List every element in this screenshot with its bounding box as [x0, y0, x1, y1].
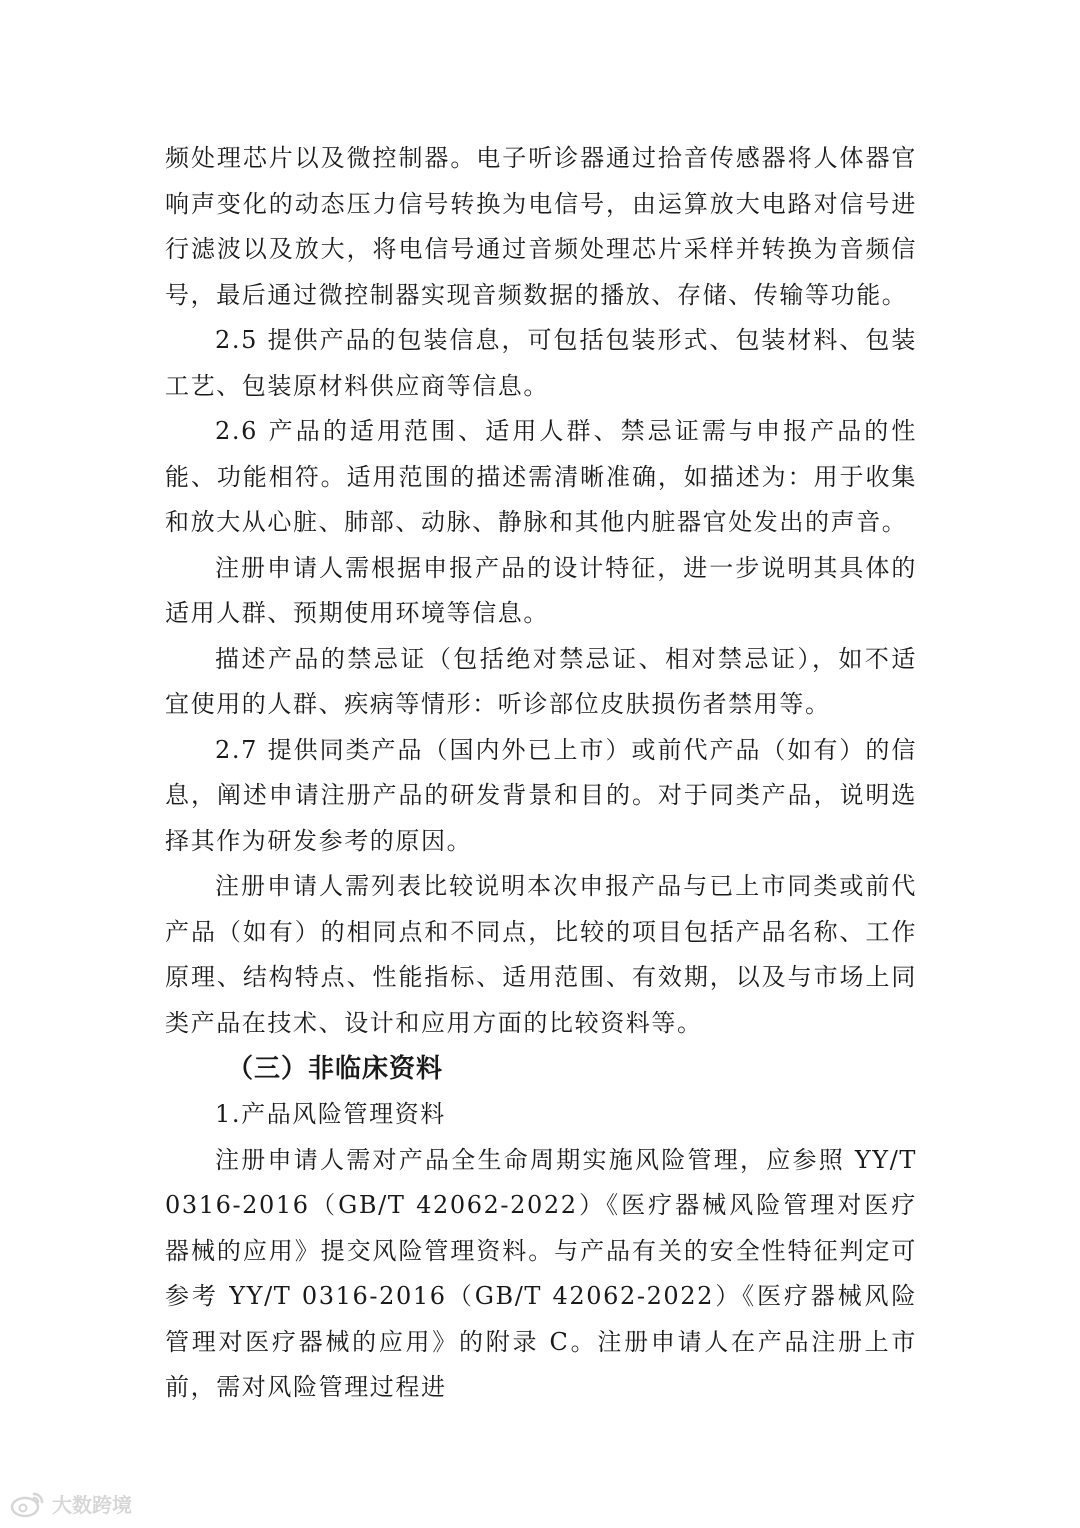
document-page — [165, 136, 917, 1411]
paragraph-risk-management: 注册申请人需对产品全生命周期实施风险管理，应参照 YY/T 0316-2016（GB/T 42062-2022）《医疗器械风险管理对医疗器械的应用》提交风险管理资料。与产品有关的安全性特征判定可参考 YY/T 0316-2016（GB/T 42062-2022）《医疗器械风险管理对医疗器械的应用》的附录 C。注册申请人在产品注册上市前，需对风险管理过程进 — [165, 1145, 917, 1401]
paragraph-2-7-similar-products: 2.7 提供同类产品（国内外已上市）或前代产品（如有）的信息，阐述申请注册产品的研发背景和目的。对于同类产品，说明选择其作为研发参考的原因。 — [165, 735, 917, 855]
paragraph-continuation: 频处理芯片以及微控制器。电子听诊器通过拾音传感器将人体器官响声变化的动态压力信号转换为电信号，由运算放大电路对信号进行滤波以及放大，将电信号通过音频处理芯片采样并转换为音频信号，最后通过微控制器实现音频数据的播放、存储、传输等功能。 — [165, 144, 917, 309]
section-heading-nonclinical: （三）非临床资料 — [227, 1054, 444, 1084]
paragraph-2-5-packaging: 2.5 提供产品的包装信息，可包括包装形式、包装材料、包装工艺、包装原材料供应商等信息。 — [165, 326, 917, 400]
paragraph-2-6-scope: 2.6 产品的适用范围、适用人群、禁忌证需与申报产品的性能、功能相符。适用范围的描述需清晰准确，如描述为：用于收集和放大从心脏、肺部、动脉、静脉和其他内脏器官处发出的声音。 — [165, 417, 917, 536]
watermark — [10, 1489, 132, 1518]
paragraph-applicable-population: 注册申请人需根据申报产品的设计特征，进一步说明其具体的适用人群、预期使用环境等信息。 — [165, 553, 917, 627]
paragraph-risk-management-title: 1.产品风险管理资料 — [215, 1100, 446, 1128]
paragraph-contraindications: 描述产品的禁忌证（包括绝对禁忌证、相对禁忌证），如不适宜使用的人群、疾病等情形：听诊部位皮肤损伤者禁用等。 — [165, 644, 917, 718]
paragraph-comparison: 注册申请人需列表比较说明本次申报产品与已上市同类或前代产品（如有）的相同点和不同点，比较的项目包括产品名称、工作原理、结构特点、性能指标、适用范围、有效期，以及与市场上同类产品在技术、设计和应用方面的比较资料等。 — [165, 872, 917, 1037]
weibo-logo-icon — [10, 1490, 46, 1518]
watermark-text: 大数跨境 — [52, 1493, 132, 1517]
